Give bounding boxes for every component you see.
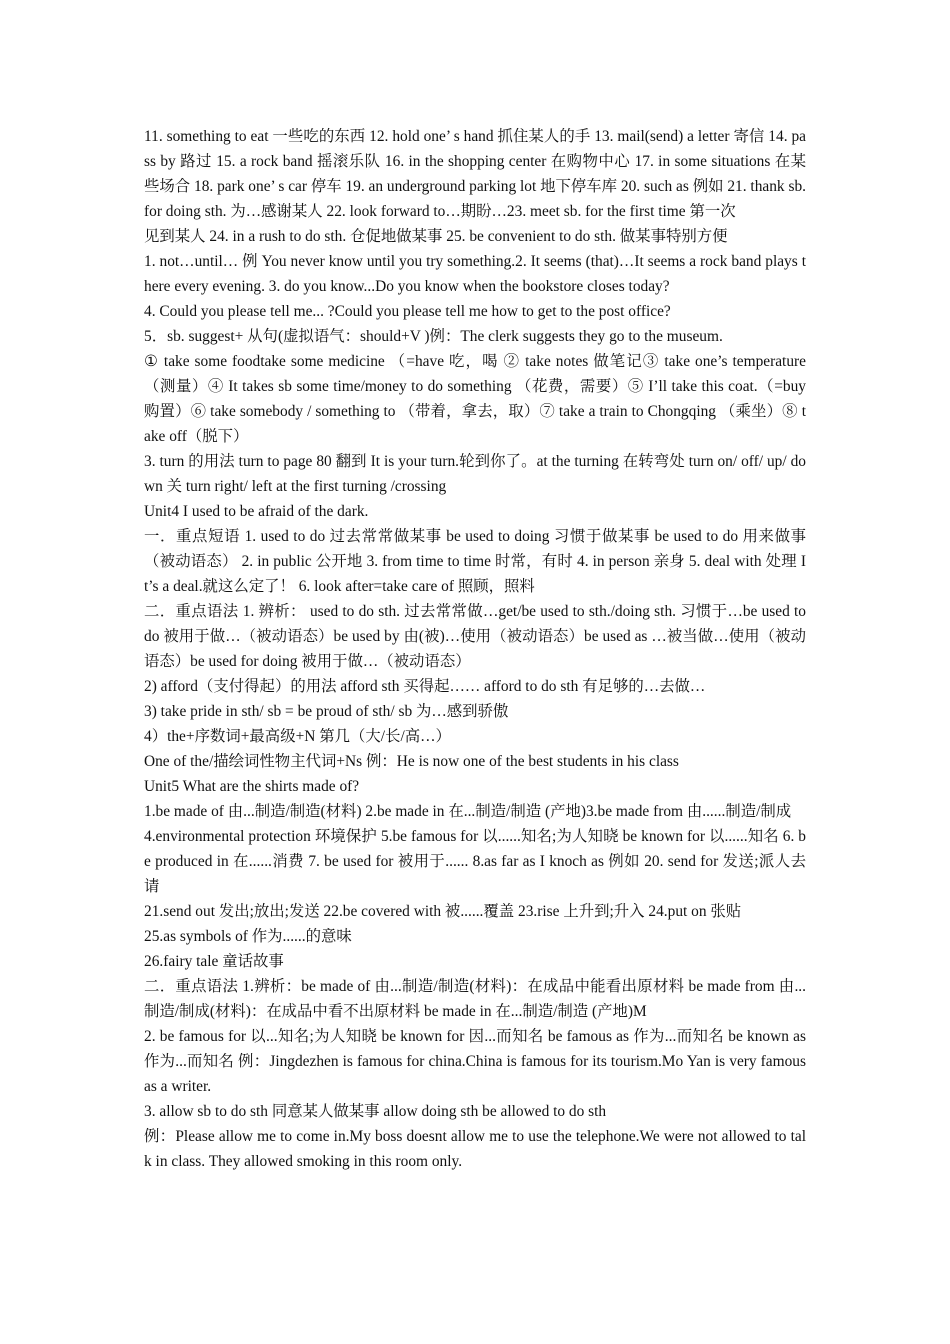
paragraph: ① take some foodtake some medicine （=have 吃，喝 ② take notes 做笔记③ take one’s temperature（测量）④ It takes sb some time/money to do something （花费，需要）⑤ I’ll take this coat.（=buy 购置）⑥ take somebody / something to （带着，拿去，取）⑦ take a train to Chongqing （乘坐）⑧ take off（脱下） — [144, 353, 806, 445]
paragraph: 26.fairy tale 童话故事 — [144, 953, 284, 970]
paragraph: 见到某人 24. in a rush to do sth. 仓促地做某事 25. be convenient to do sth. 做某事特别方便 — [144, 228, 728, 245]
paragraph: 3) take pride in sth/ sb = be proud of sth/ sb 为…感到骄傲 — [144, 703, 509, 720]
paragraph: 一．重点短语 1. used to do 过去常常做某事 be used to doing 习惯于做某事 be used to do 用来做事（被动语态） 2. in public 公开地 3. from time to time 时常，有时 4. in person 亲身 5. deal with 处理 It’s a deal.就这么定了！ 6. look after=take care of 照顾，照料 — [144, 528, 806, 595]
paragraph: 2. be famous for 以...知名;为人知晓 be known for 因...而知名 be famous as 作为...而知名 be known as 作为...而知名 例：Jingdezhen is famous for china.China is famous for its tourism.Mo Yan is very famous as a writer. — [144, 1028, 806, 1095]
paragraph: 1.be made of 由...制造/制造(材料) 2.be made in 在...制造/制造 (产地)3.be made from 由......制造/制成 — [144, 803, 792, 820]
paragraph: 3. allow sb to do sth 同意某人做某事 allow doing sth be allowed to do sth — [144, 1103, 607, 1120]
paragraph: 例：Please allow me to come in.My boss doesnt allow me to use the telephone.We were not allowed to talk in class. They allowed smoking in this room only. — [144, 1128, 806, 1170]
paragraph: 3. turn 的用法 turn to page 80 翻到 It is your turn.轮到你了。at the turning 在转弯处 turn on/ off/ up/ down 关 turn right/ left at the first turning /crossing — [144, 453, 806, 495]
paragraph: 二．重点语法 1. 辨析： used to do sth. 过去常常做…get/be used to sth./doing sth. 习惯于…be used to do 被用于做…（被动语态）be used by 由(被)…使用（被动语态）be used as …被当做…使用（被动语态）be used for doing 被用于做…（被动语态） — [144, 603, 806, 670]
paragraph: 11. something to eat 一些吃的东西 12. hold one’ s hand 抓住某人的手 13. mail(send) a letter 寄信 14. pass by 路过 15. a rock band 摇滚乐队 16. in the shopping center 在购物中心 17. in some situations 在某些场合 18. park one’ s car 停车 19. an underground parking lot 地下停车库 20. such as 例如 21. thank sb. for doing sth. 为…感谢某人 22. look forward to…期盼…23. meet sb. for the first time 第一次 — [144, 128, 806, 220]
document-body — [144, 124, 806, 1174]
paragraph: 1. not…until… 例 You never know until you try something.2. It seems (that)…It seems a rock band plays there every evening. 3. do you know...Do you know when the bookstore closes today? — [144, 253, 806, 295]
paragraph: 21.send out 发出;放出;发送 22.be covered with 被......覆盖 23.rise 上升到;升入 24.put on 张贴 — [144, 903, 742, 920]
unit-heading: Unit4 I used to be afraid of the dark. — [144, 503, 369, 520]
paragraph: 二．重点语法 1.辨析：be made of 由...制造/制造(材料)：在成品中能看出原材料 be made from 由...制造/制成(材料)：在成品中看不出原材料 be made in 在...制造/制造 (产地)M — [144, 978, 806, 1020]
paragraph: 2) afford（支付得起）的用法 afford sth 买得起…… afford to do sth 有足够的…去做… — [144, 678, 706, 695]
paragraph: One of the/描绘词性物主代词+Ns 例：He is now one of the best students in his class — [144, 753, 679, 770]
paragraph: 5．sb. suggest+ 从句(虚拟语气：should+V )例：The clerk suggests they go to the museum. — [144, 328, 723, 345]
paragraph: 4.environmental protection 环境保护 5.be famous for 以......知名;为人知晓 be known for 以......知名 6. be produced in 在......消费 7. be used for 被用于...... 8.as far as I knoch as 例如 20. send for 发送;派人去请 — [144, 828, 806, 895]
unit-heading: Unit5 What are the shirts made of? — [144, 778, 360, 795]
paragraph: 25.as symbols of 作为......的意味 — [144, 928, 352, 945]
paragraph: 4）the+序数词+最高级+N 第几（大/长/高…） — [144, 728, 451, 745]
paragraph: 4. Could you please tell me... ?Could you please tell me how to get to the post office? — [144, 303, 671, 320]
